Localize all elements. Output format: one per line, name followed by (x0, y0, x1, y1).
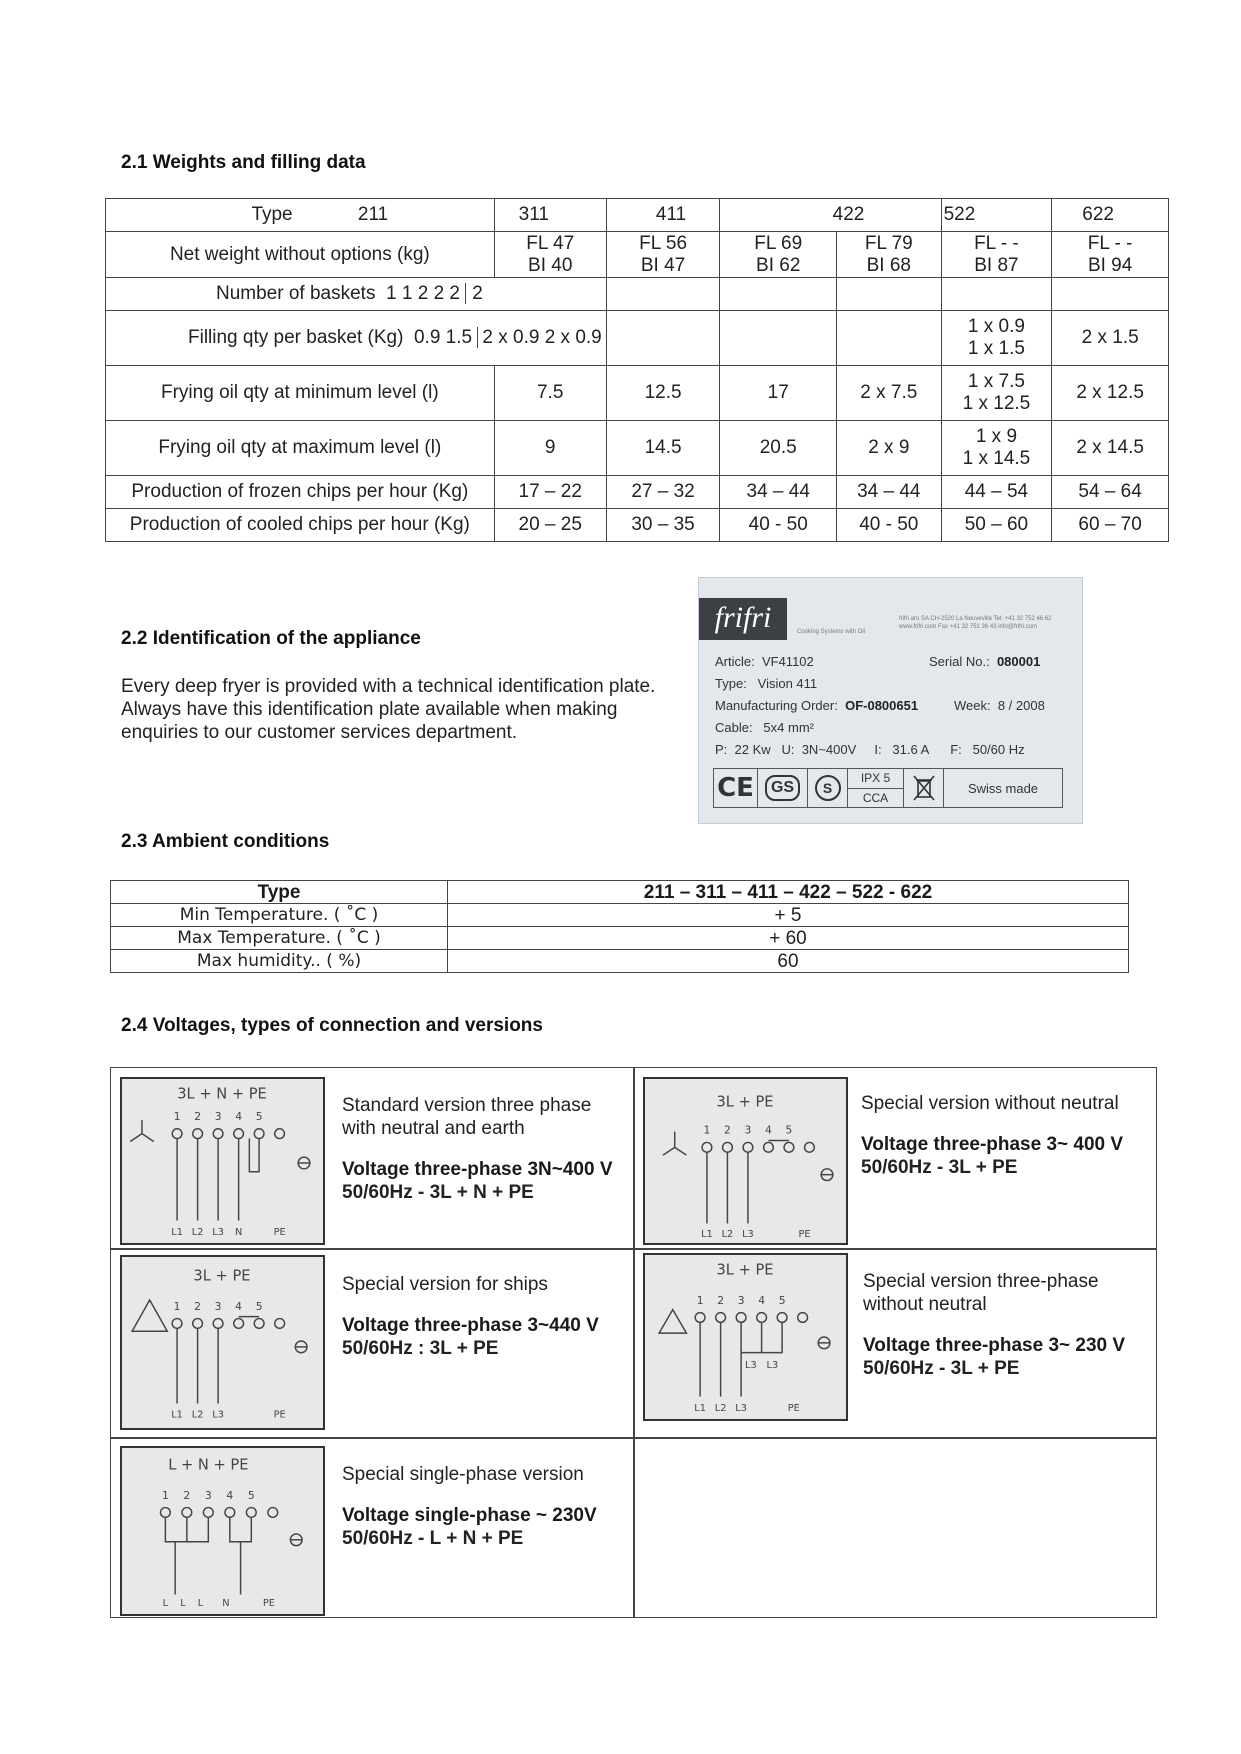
frifri-logo: frifri (699, 598, 787, 640)
wire-label: L (197, 1598, 204, 1610)
wiring-diagram-3l-pe-230 (643, 1253, 848, 1421)
diagram-title: L + N + PE (168, 1456, 249, 1474)
cooled-cell: 40 - 50 (837, 509, 942, 542)
type-first: 211 (357, 204, 389, 225)
ambient-table (110, 880, 1129, 973)
ambient-label: Max Temperature. ( ˚C ) (111, 927, 448, 950)
terminal-number: 5 (778, 1293, 786, 1307)
wire-label: L2 (191, 1409, 204, 1421)
ce-mark-icon: CE (714, 769, 758, 807)
terminal-number: 3 (737, 1293, 745, 1307)
empty-cell (941, 278, 1052, 311)
wire-label: PE (273, 1409, 286, 1421)
certification-marks (713, 768, 1063, 808)
net-weight-cell: FL 47 BI 40 (494, 232, 606, 278)
wire-label: L1 (171, 1227, 183, 1239)
type-cell: 411 (606, 199, 720, 232)
terminals (695, 1313, 830, 1397)
oil-min-cell: 12.5 (606, 366, 720, 421)
wire-label: PE (798, 1229, 811, 1241)
cooled-label: Production of cooled chips per hour (Kg) (106, 509, 495, 542)
net-weight-cell: FL 56 BI 47 (606, 232, 720, 278)
table-row (111, 881, 1129, 904)
oil-min-cell: 1 x 7.5 1 x 12.5 (941, 366, 1052, 421)
terminal-number: 3 (214, 1299, 222, 1313)
type-cell: 422 (720, 199, 941, 232)
type-cell: 522 (941, 199, 1052, 232)
diagram-title: 3L + PE (716, 1261, 774, 1279)
table-row (106, 421, 1169, 476)
ambient-header-value: 211 – 311 – 411 – 422 – 522 - 622 (448, 881, 1129, 904)
oil-max-label: Frying oil qty at maximum level (l) (106, 421, 495, 476)
filling-622: 2 x 1.5 (1052, 311, 1169, 366)
ambient-value: + 60 (448, 927, 1129, 950)
diagram-title: 3L + PE (193, 1267, 251, 1285)
delta-symbol-icon (659, 1310, 686, 1333)
terminal-number: 3 (214, 1110, 222, 1123)
oil-max-cell: 9 (494, 421, 606, 476)
terminal-number: 5 (785, 1123, 793, 1137)
empty-cell (606, 278, 720, 311)
wiring-diagram-3l-pe (643, 1077, 848, 1245)
plate-serial: Serial No.: 080001 (929, 654, 1041, 669)
oil-max-cell: 1 x 9 1 x 14.5 (941, 421, 1052, 476)
plate-power: P: 22 Kw U: 3N~400V I: 31.6 A F: 50/60 Hz (715, 742, 1025, 757)
terminal-number: 2 (194, 1110, 202, 1123)
terminals (172, 1129, 310, 1221)
diagram-title: 3L + PE (716, 1093, 774, 1111)
wire-label: L2 (191, 1227, 204, 1239)
paragraph-line: Every deep fryer is provided with a technical identification plate. (121, 676, 656, 697)
identification-plate (698, 577, 1083, 824)
empty-cell (837, 311, 942, 366)
filling-522: 1 x 0.9 1 x 1.5 (941, 311, 1052, 366)
table-row (106, 476, 1169, 509)
terminals (160, 1508, 302, 1595)
net-weight-cell: FL - - BI 94 (1052, 232, 1169, 278)
wire-label: N (222, 1598, 230, 1610)
plate-article: Article: VF41102 (715, 654, 814, 669)
terminal-number: 4 (235, 1110, 243, 1123)
oil-max-cell: 14.5 (606, 421, 720, 476)
connection-description: Special version three-phase without neutral Voltage three-phase 3~ 230 V 50/60Hz - 3L + PE (863, 1271, 1126, 1379)
terminal-number: 1 (173, 1299, 181, 1313)
cooled-cell: 20 – 25 (494, 509, 606, 542)
section-heading-weights: 2.1 Weights and filling data (121, 152, 366, 173)
table-row (106, 366, 1169, 421)
swiss-made-label: Swiss made (967, 780, 1039, 796)
terminal-number: 2 (194, 1299, 202, 1313)
frozen-cell: 27 – 32 (606, 476, 720, 509)
terminal-number: 3 (204, 1488, 212, 1502)
wire-label: L (180, 1598, 186, 1610)
terminal-number: 2 (183, 1488, 191, 1502)
oil-min-cell: 2 x 12.5 (1052, 366, 1169, 421)
paragraph-line: enquiries to our customer services department. (121, 722, 518, 743)
wire-label: L1 (171, 1409, 183, 1421)
net-weight-label: Net weight without options (kg) (106, 232, 495, 278)
s-mark-icon: S (808, 769, 848, 807)
cooled-cell: 40 - 50 (720, 509, 837, 542)
terminals (172, 1317, 307, 1404)
wire-label: L1 (701, 1229, 713, 1241)
crossed-bin-icon (904, 769, 944, 807)
baskets-cell: Number of baskets 1 1 2 2 2 2 (106, 278, 607, 311)
oil-min-cell: 2 x 7.5 (837, 366, 942, 421)
bridge-label: L3 (745, 1360, 757, 1372)
terminal-number: 4 (226, 1488, 234, 1502)
plate-week: Week: 8 / 2008 (954, 698, 1045, 713)
table-row (111, 950, 1129, 973)
oil-min-label: Frying oil qty at minimum level (l) (106, 366, 495, 421)
filling-cell: Filling qty per basket (Kg) 0.9 1.5 2 x 0.9 2 x 0.9 (106, 311, 607, 366)
plate-contact: frifri aro SA CH-2520 La Neuveville Tel. +41 32 752 46 62 www.frifri.com Fax +41 32 751 36 43 info@frifri.com (899, 616, 1052, 630)
plate-tagline: Cooking Systems with Oil (797, 629, 866, 635)
terminal-number: 1 (173, 1110, 181, 1123)
wire-label: PE (787, 1403, 800, 1415)
table-row (111, 927, 1129, 950)
terminal-number: 5 (255, 1110, 263, 1123)
section-heading-identification: 2.2 Identification of the appliance (121, 628, 421, 649)
wire-label: N (234, 1227, 243, 1239)
terminal-number: 5 (247, 1488, 255, 1502)
ipx-rating (848, 769, 904, 807)
table-row (106, 311, 1169, 366)
terminals (702, 1141, 833, 1224)
wire-label: L2 (721, 1229, 734, 1241)
delta-symbol-icon (132, 1300, 167, 1331)
table-row (106, 509, 1169, 542)
gs-mark-icon: GS (758, 769, 808, 807)
plate-cable: Cable: 5x4 mm² (715, 720, 814, 735)
wire-label: L3 (742, 1229, 754, 1241)
net-weight-cell: FL 79 BI 68 (837, 232, 942, 278)
frozen-cell: 17 – 22 (494, 476, 606, 509)
terminal-number: 3 (744, 1123, 752, 1137)
connection-description: Special single-phase version Voltage single-phase ~ 230V 50/60Hz - L + N + PE (342, 1464, 597, 1549)
wire-label: L2 (714, 1403, 727, 1415)
voltages-grid (110, 1067, 1157, 1618)
oil-min-cell: 7.5 (494, 366, 606, 421)
terminal-number: 5 (255, 1299, 263, 1313)
ambient-value: + 5 (448, 904, 1129, 927)
table-row (106, 199, 1169, 232)
plate-type: Type: Vision 411 (715, 676, 818, 691)
cooled-cell: 50 – 60 (941, 509, 1052, 542)
terminal-number: 1 (703, 1123, 711, 1137)
terminal-number: 1 (161, 1488, 169, 1502)
table-row (106, 232, 1169, 278)
oil-min-cell: 17 (720, 366, 837, 421)
ipx-label: IPX 5 (860, 771, 891, 786)
bridge-label: L3 (766, 1360, 779, 1372)
terminal-number: 2 (717, 1293, 725, 1307)
terminal-number: 2 (724, 1123, 731, 1137)
terminal-number: 4 (758, 1293, 766, 1307)
wire-label: L3 (212, 1227, 224, 1239)
oil-max-cell: 20.5 (720, 421, 837, 476)
empty-cell (720, 278, 837, 311)
wiring-diagram-l-n-pe (120, 1446, 325, 1616)
net-weight-cell: FL - - BI 87 (941, 232, 1052, 278)
wire-label: L (162, 1598, 169, 1610)
star-symbol-icon (130, 1120, 153, 1141)
ambient-label: Min Temperature. ( ˚C ) (111, 904, 448, 927)
ambient-header-label: Type (111, 881, 448, 904)
oil-max-cell: 2 x 9 (837, 421, 942, 476)
cooled-cell: 60 – 70 (1052, 509, 1169, 542)
grid-divider (111, 1248, 1156, 1250)
section-heading-voltages: 2.4 Voltages, types of connection and versions (121, 1015, 543, 1036)
empty-cell (606, 311, 720, 366)
wire-label: PE (262, 1598, 275, 1610)
wire-label: L3 (735, 1403, 747, 1415)
connection-description: Standard version three phase with neutral and earth Voltage three-phase 3N~400 V 50/60Hz - 3L + N + PE (342, 1095, 613, 1203)
paragraph-line: Always have this identification plate available when making (121, 699, 618, 720)
ambient-label: Max humidity.. ( %) (111, 950, 448, 973)
net-weight-cell: FL 69 BI 62 (720, 232, 837, 278)
type-label: Type (251, 204, 293, 225)
terminal-number: 4 (765, 1123, 772, 1137)
connection-description: Special version for ships Voltage three-phase 3~440 V 50/60Hz : 3L + PE (342, 1274, 599, 1359)
terminal-number: 4 (235, 1299, 243, 1313)
weights-table (105, 198, 1169, 542)
connection-description: Special version without neutral Voltage three-phase 3~ 400 V 50/60Hz - 3L + PE (861, 1093, 1124, 1178)
type-label-cell (106, 199, 495, 232)
type-cell: 622 (1052, 199, 1169, 232)
frozen-cell: 54 – 64 (1052, 476, 1169, 509)
wire-label: L3 (212, 1409, 224, 1421)
cooled-cell: 30 – 35 (606, 509, 720, 542)
frozen-cell: 44 – 54 (941, 476, 1052, 509)
frozen-cell: 34 – 44 (720, 476, 837, 509)
frozen-cell: 34 – 44 (837, 476, 942, 509)
identification-paragraph (121, 675, 681, 744)
table-row (106, 278, 1169, 311)
frozen-label: Production of frozen chips per hour (Kg) (106, 476, 495, 509)
wire-label: L1 (694, 1403, 706, 1415)
wiring-diagram-3l-pe-ships (120, 1255, 325, 1430)
star-symbol-icon (663, 1132, 686, 1155)
diagram-title: 3L + N + PE (177, 1085, 267, 1103)
grid-divider (111, 1437, 1156, 1439)
cca-label: CCA (848, 788, 903, 808)
empty-cell (720, 311, 837, 366)
wiring-diagram-3l-n-pe (120, 1077, 325, 1245)
grid-divider (633, 1068, 635, 1617)
type-cell: 311 (494, 199, 606, 232)
table-row (111, 904, 1129, 927)
terminal-number: 1 (696, 1293, 704, 1307)
ambient-value: 60 (448, 950, 1129, 973)
wire-label: PE (273, 1227, 286, 1239)
oil-max-cell: 2 x 14.5 (1052, 421, 1169, 476)
empty-cell (837, 278, 942, 311)
empty-cell (1052, 278, 1169, 311)
section-heading-ambient: 2.3 Ambient conditions (121, 831, 330, 852)
plate-order: Manufacturing Order: OF-0800651 (715, 698, 919, 713)
